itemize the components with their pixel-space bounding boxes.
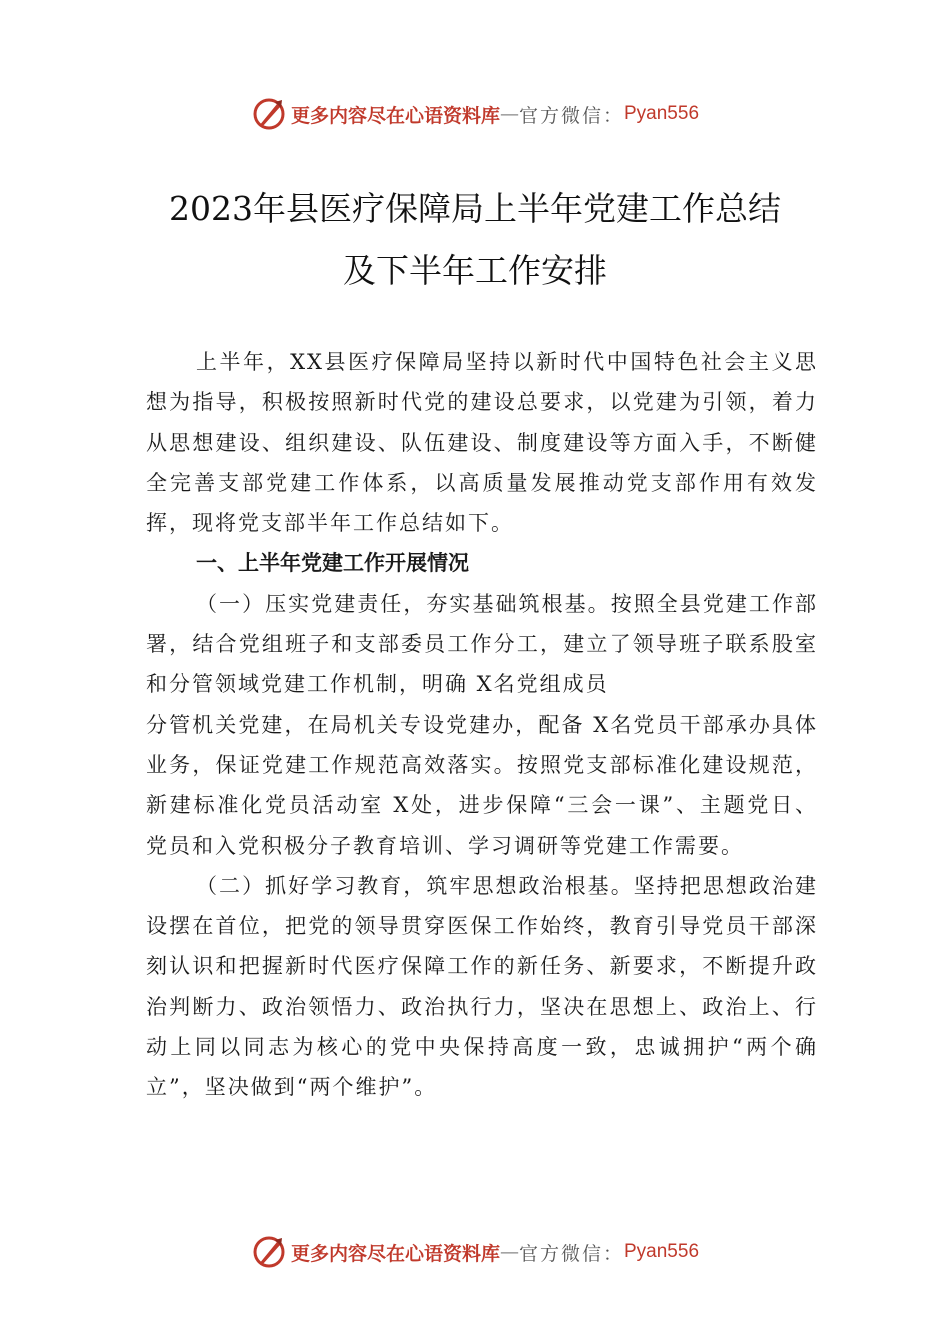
banner-wechat-id: Pyan556 <box>624 103 700 124</box>
intro-paragraph: 上半年，XX县医疗保障局坚持以新时代中国特色社会主义思想为指导，积极按照新时代党的建设总要求，以党建为引领，着力从思想建设、组织建设、队伍建设、制度建设等方面入手，不断健全完善支部党建工作体系，以高质量发展推动党支部作用有效发挥，现将党支部半年工作总结如下。 <box>146 350 818 536</box>
banner-main-text: 更多内容尽在心语资料库 <box>290 1242 500 1265</box>
section-heading: 一、上半年党建工作开展情况 <box>196 551 469 576</box>
document-body <box>146 342 818 1108</box>
document-title <box>0 178 950 302</box>
banner-dash: — <box>499 1241 519 1263</box>
header-banner <box>0 94 950 134</box>
banner-main-text: 更多内容尽在心语资料库 <box>290 104 500 127</box>
banner-wechat-id: Pyan556 <box>624 1241 700 1262</box>
banner-official-label: 官方微信： <box>518 104 624 127</box>
footer-banner <box>0 1232 950 1272</box>
title-line-1: 2023年县医疗保障局上半年党建工作总结 <box>169 189 781 228</box>
quill-logo-icon <box>251 96 287 132</box>
title-line-2: 及下半年工作安排 <box>343 251 607 290</box>
body-paragraph-3: （二）抓好学习教育，筑牢思想政治根基。坚持把思想政治建设摆在首位，把党的领导贯穿医保工作始终，教育引导党员干部深刻认识和把握新时代医疗保障工作的新任务、新要求，不断提升政治判断力、政治领悟力、政治执行力，坚决在思想上、政治上、行动上同以同志为核心的党中央保持高度一致，忠诚拥护“两个确立”，坚决做到“两个维护”。 <box>146 873 818 1100</box>
banner-official-label: 官方微信： <box>518 1242 624 1265</box>
body-paragraph-2: 分管机关党建，在局机关专设党建办，配备 X名党员干部承办具体业务，保证党建工作规范高效落实。按照党支部标准化建设规范，新建标准化党员活动室 X处，进步保障“三会一课”、主题党日、党员和入党积极分子教育培训、学习调研等党建工作需要。 <box>146 712 818 858</box>
banner-dash: — <box>499 103 519 125</box>
quill-logo-icon <box>251 1234 287 1270</box>
body-paragraph-1: （一）压实党建责任，夯实基础筑根基。按照全县党建工作部署，结合党组班子和支部委员工作分工，建立了领导班子联系股室和分管领域党建工作机制，明确 X名党组成员 <box>146 591 818 697</box>
